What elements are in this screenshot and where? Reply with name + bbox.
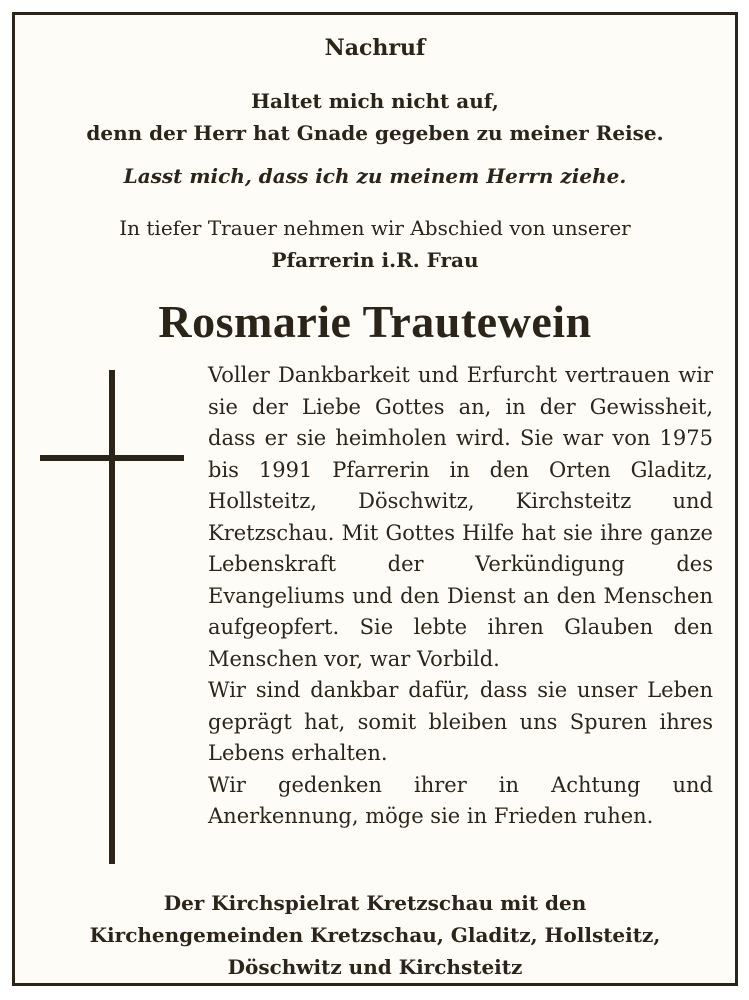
obituary-frame <box>12 12 738 986</box>
verse-line-2: denn der Herr hat Gnade gegeben zu meiner Reise. <box>86 121 664 145</box>
notice-title: Nachruf <box>324 35 426 61</box>
obituary-text <box>208 360 713 833</box>
verse-line-1: Haltet mich nicht auf, <box>251 89 499 113</box>
verse-italic: Lasst mich, dass ich zu meinem Herrn ziehe. <box>123 164 627 188</box>
signature-block <box>15 887 735 983</box>
paragraph-2: Wir sind dankbar dafür, dass sie unser Leben geprägt hat, somit bleiben uns Spuren ihres Lebens erhalten. <box>208 678 713 765</box>
cross-bar <box>40 455 184 461</box>
deceased-name: Rosmarie Trautewein <box>158 296 592 347</box>
intro-line-1: In tiefer Trauer nehmen wir Abschied von unserer <box>119 216 631 240</box>
footer-line-2: Kirchengemeinden Kretzschau, Gladitz, Hollsteitz, <box>89 923 661 947</box>
intro <box>15 212 735 276</box>
cross-icon <box>109 370 115 864</box>
intro-line-2: Pfarrerin i.R. Frau <box>271 248 479 272</box>
footer-line-1: Der Kirchspielrat Kretzschau mit den <box>163 891 587 915</box>
footer-line-3: Döschwitz und Kirchsteitz <box>227 955 523 979</box>
paragraph-3: Wir gedenken ihrer in Achtung und Anerkennung, möge sie in Frieden ruhen. <box>208 772 713 828</box>
bible-verse <box>15 85 735 149</box>
paragraph-1: Voller Dankbarkeit und Erfurcht vertrauen wir sie der Liebe Gottes an, in der Gewissheit, dass er sie heimholen wird. Sie war von 1975 bis 1991 Pfarrerin in den Orten Gladitz, Hollsteitz, Döschwitz, Kirchsteitz und Kretzschau. Mit Gottes Hilfe hat sie ihre ganze Lebenskraft der Verkündigung des Evangeliums und den Dienst an den Menschen aufgeopfert. Sie lebte ihren Glauben den Menschen vor, war Vorbild. <box>208 363 713 671</box>
